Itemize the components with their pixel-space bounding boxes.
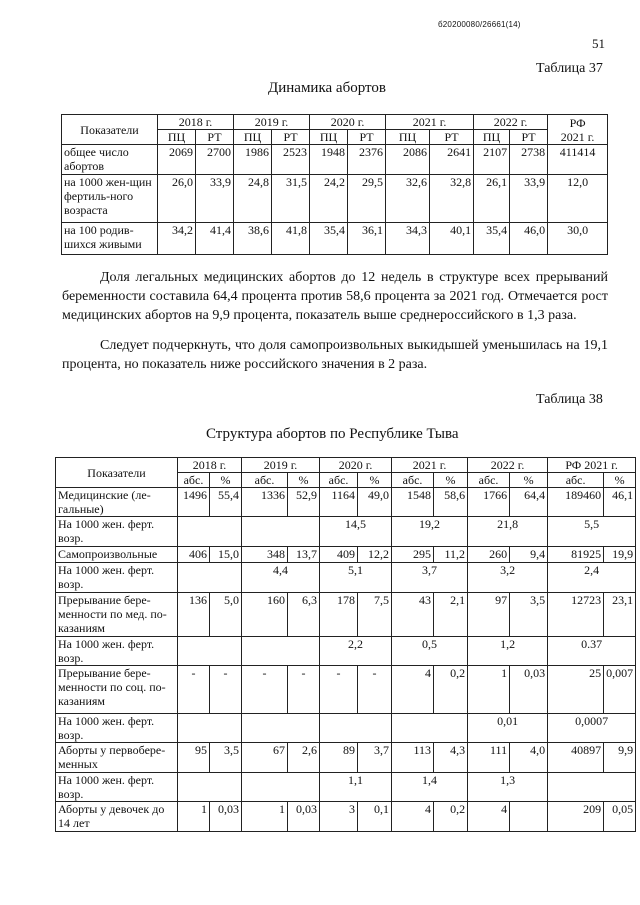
data-cell: 64,4 bbox=[510, 488, 548, 517]
data-cell: 67 bbox=[242, 743, 288, 773]
header-sub-abs: абс. bbox=[320, 473, 358, 488]
data-cell: 2376 bbox=[348, 145, 386, 175]
data-cell: - bbox=[178, 666, 210, 714]
header-sub-abs: абс. bbox=[548, 473, 604, 488]
header-row-years bbox=[62, 115, 608, 130]
row-label: На 1000 жен. ферт. возр. bbox=[56, 517, 178, 547]
data-cell: 0,03 bbox=[510, 666, 548, 714]
data-cell: 1766 bbox=[468, 488, 510, 517]
table-37-label: Таблица 37 bbox=[536, 61, 603, 76]
row-label: На 1000 жен. ферт. возр. bbox=[56, 637, 178, 666]
data-cell: 0,03 bbox=[288, 802, 320, 832]
table-row bbox=[62, 223, 608, 255]
rate-cell: 0.37 bbox=[548, 637, 636, 666]
paragraph-spontaneous-miscarriages: Следует подчеркнуть, что доля самопроизвольных выкидышей уменьшилась на 19,1 процента, но показатель ниже российского значения в 2 раза. bbox=[62, 338, 608, 372]
data-cell: 19,9 bbox=[604, 547, 636, 563]
rate-row bbox=[56, 517, 636, 547]
data-cell: 295 bbox=[392, 547, 434, 563]
data-cell: 26,1 bbox=[474, 175, 510, 223]
data-cell: 31,5 bbox=[272, 175, 310, 223]
data-cell: 41,8 bbox=[272, 223, 310, 255]
header-sub-pc: ПЦ bbox=[310, 130, 348, 145]
data-cell: 46,0 bbox=[510, 223, 548, 255]
data-cell: 4 bbox=[392, 802, 434, 832]
header-year: 2019 г. bbox=[234, 115, 310, 130]
header-indicator: Показатели bbox=[56, 458, 178, 488]
rate-cell bbox=[242, 517, 320, 547]
data-cell: 1336 bbox=[242, 488, 288, 517]
row-label: Медицинские (ле-гальные) bbox=[56, 488, 178, 517]
header-sub-abs: абс. bbox=[178, 473, 210, 488]
data-cell: 12,2 bbox=[358, 547, 392, 563]
table-38-title: Структура абортов по Республике Тыва bbox=[206, 426, 459, 442]
data-cell: 81925 bbox=[548, 547, 604, 563]
header-sub-rt: РТ bbox=[510, 130, 548, 145]
data-cell: 4,3 bbox=[434, 743, 468, 773]
rate-cell: 0,5 bbox=[392, 637, 468, 666]
rate-cell bbox=[242, 773, 320, 802]
data-cell: 2,6 bbox=[288, 743, 320, 773]
rate-cell: 4,4 bbox=[242, 563, 320, 593]
data-cell: 111 bbox=[468, 743, 510, 773]
data-cell: 260 bbox=[468, 547, 510, 563]
data-cell: 1948 bbox=[310, 145, 348, 175]
data-cell: 3,5 bbox=[510, 593, 548, 637]
row-label: Самопроизвольные bbox=[56, 547, 178, 563]
header-sub-pc: ПЦ bbox=[158, 130, 196, 145]
data-cell: 35,4 bbox=[310, 223, 348, 255]
data-cell: 58,6 bbox=[434, 488, 468, 517]
table-37-abortion-dynamics bbox=[61, 114, 608, 255]
data-cell: 113 bbox=[392, 743, 434, 773]
data-cell: 4 bbox=[468, 802, 510, 832]
table-row bbox=[56, 488, 636, 517]
data-cell: - bbox=[210, 666, 242, 714]
header-sub-percent: % bbox=[604, 473, 636, 488]
header-sub-percent: % bbox=[434, 473, 468, 488]
header-row-years bbox=[56, 458, 636, 473]
data-cell: 41,4 bbox=[196, 223, 234, 255]
data-cell: 0,03 bbox=[210, 802, 242, 832]
rate-cell: 1,1 bbox=[320, 773, 392, 802]
data-cell: 160 bbox=[242, 593, 288, 637]
data-cell: 38,6 bbox=[234, 223, 272, 255]
data-cell: 7,5 bbox=[358, 593, 392, 637]
data-cell: 4,0 bbox=[510, 743, 548, 773]
header-year: 2018 г. bbox=[158, 115, 234, 130]
table-row bbox=[56, 743, 636, 773]
row-label: общее число абортов bbox=[62, 145, 158, 175]
data-cell: 1 bbox=[178, 802, 210, 832]
table-38-abortion-structure bbox=[55, 457, 636, 832]
data-cell: 11,2 bbox=[434, 547, 468, 563]
data-cell: - bbox=[358, 666, 392, 714]
data-cell: 33,9 bbox=[510, 175, 548, 223]
page-number: 51 bbox=[592, 36, 605, 51]
data-cell: 33,9 bbox=[196, 175, 234, 223]
data-cell: 0,2 bbox=[434, 802, 468, 832]
rate-row bbox=[56, 714, 636, 743]
data-cell: 34,3 bbox=[386, 223, 430, 255]
row-label: На 1000 жен. ферт. возр. bbox=[56, 563, 178, 593]
data-cell: 36,1 bbox=[348, 223, 386, 255]
header-year: РФ 2021 г. bbox=[548, 458, 636, 473]
row-label: на 100 родив-шихся живыми bbox=[62, 223, 158, 255]
table-row bbox=[56, 802, 636, 832]
paragraph-legal-abortions: Доля легальных медицинских абортов до 12 недель в структуре всех прерываний беременности составила 64,4 процента против 58,6 процента за 2021 год. Отмечается рост медицинских абортов на 9,9 процента, показатель выше среднероссийского в 1,3 раза. bbox=[62, 270, 608, 323]
data-cell: 4 bbox=[392, 666, 434, 714]
rate-cell bbox=[178, 714, 242, 743]
data-cell: - bbox=[288, 666, 320, 714]
data-cell: 2738 bbox=[510, 145, 548, 175]
data-cell: 1548 bbox=[392, 488, 434, 517]
data-cell: 95 bbox=[178, 743, 210, 773]
table-37-title: Динамика абортов bbox=[268, 80, 386, 96]
rate-cell: 14,5 bbox=[320, 517, 392, 547]
data-cell: 35,4 bbox=[474, 223, 510, 255]
header-year: 2020 г. bbox=[320, 458, 392, 473]
table-row bbox=[56, 666, 636, 714]
table-row bbox=[62, 175, 608, 223]
data-cell: 43 bbox=[392, 593, 434, 637]
header-rf-year-line: 2021 г. bbox=[560, 129, 595, 144]
rate-cell: 2,2 bbox=[320, 637, 392, 666]
data-cell: 9,4 bbox=[510, 547, 548, 563]
rate-cell: 0,0007 bbox=[548, 714, 636, 743]
header-sub-rt: РТ bbox=[348, 130, 386, 145]
data-cell: 12,0 bbox=[548, 175, 608, 223]
header-sub-abs: абс. bbox=[468, 473, 510, 488]
data-cell: 97 bbox=[468, 593, 510, 637]
header-year: 2022 г. bbox=[468, 458, 548, 473]
data-cell: 52,9 bbox=[288, 488, 320, 517]
data-cell: 29,5 bbox=[348, 175, 386, 223]
document-code: б20200080/26661(14) bbox=[438, 20, 521, 29]
rate-cell: 19,2 bbox=[392, 517, 468, 547]
data-cell: 26,0 bbox=[158, 175, 196, 223]
data-cell bbox=[510, 802, 548, 832]
data-cell: 24,8 bbox=[234, 175, 272, 223]
data-cell: 2523 bbox=[272, 145, 310, 175]
table-row bbox=[56, 593, 636, 637]
data-cell: 1 bbox=[242, 802, 288, 832]
data-cell: 2107 bbox=[474, 145, 510, 175]
data-cell: 3,5 bbox=[210, 743, 242, 773]
data-cell: 2700 bbox=[196, 145, 234, 175]
header-year: 2022 г. bbox=[474, 115, 548, 130]
data-cell: 0,2 bbox=[434, 666, 468, 714]
data-cell: 46,1 bbox=[604, 488, 636, 517]
data-cell: 2,1 bbox=[434, 593, 468, 637]
table-row bbox=[62, 145, 608, 175]
data-cell: 6,3 bbox=[288, 593, 320, 637]
data-cell: 348 bbox=[242, 547, 288, 563]
header-sub-pc: ПЦ bbox=[234, 130, 272, 145]
data-cell: 30,0 bbox=[548, 223, 608, 255]
row-label: Прерывание бере-менности по соц. по-казаниям bbox=[56, 666, 178, 714]
data-cell: - bbox=[242, 666, 288, 714]
header-year: 2021 г. bbox=[392, 458, 468, 473]
header-year: 2018 г. bbox=[178, 458, 242, 473]
data-cell: 1986 bbox=[234, 145, 272, 175]
row-label: Аборты у первобере-менных bbox=[56, 743, 178, 773]
header-year: 2021 г. bbox=[386, 115, 474, 130]
data-cell: 5,0 bbox=[210, 593, 242, 637]
data-cell: 32,6 bbox=[386, 175, 430, 223]
rate-cell bbox=[242, 637, 320, 666]
data-cell: 15,0 bbox=[210, 547, 242, 563]
header-sub-rt: РТ bbox=[272, 130, 310, 145]
rate-cell: 1,2 bbox=[468, 637, 548, 666]
data-cell: 32,8 bbox=[430, 175, 474, 223]
data-cell: 49,0 bbox=[358, 488, 392, 517]
data-cell: 3 bbox=[320, 802, 358, 832]
data-cell: 0,007 bbox=[604, 666, 636, 714]
rate-cell bbox=[392, 714, 468, 743]
header-year: 2019 г. bbox=[242, 458, 320, 473]
table-38-label: Таблица 38 bbox=[536, 392, 603, 407]
data-cell: 2086 bbox=[386, 145, 430, 175]
data-cell: 2069 bbox=[158, 145, 196, 175]
header-sub-percent: % bbox=[358, 473, 392, 488]
data-cell: 40897 bbox=[548, 743, 604, 773]
row-label: Прерывание бере-менности по мед. по-казаниям bbox=[56, 593, 178, 637]
data-cell: 189460 bbox=[548, 488, 604, 517]
rate-cell: 2,4 bbox=[548, 563, 636, 593]
row-label: Аборты у девочек до 14 лет bbox=[56, 802, 178, 832]
data-cell: 209 bbox=[548, 802, 604, 832]
header-rf-line: РФ bbox=[569, 115, 586, 130]
row-label: на 1000 жен-щин фертиль-ного возраста bbox=[62, 175, 158, 223]
data-cell: 0,05 bbox=[604, 802, 636, 832]
data-cell: 406 bbox=[178, 547, 210, 563]
data-cell: 13,7 bbox=[288, 547, 320, 563]
header-year: 2020 г. bbox=[310, 115, 386, 130]
header-sub-pc: ПЦ bbox=[474, 130, 510, 145]
data-cell: 1164 bbox=[320, 488, 358, 517]
data-cell: 178 bbox=[320, 593, 358, 637]
data-cell: 1 bbox=[468, 666, 510, 714]
table-row bbox=[56, 547, 636, 563]
data-cell: 55,4 bbox=[210, 488, 242, 517]
rate-cell: 0,01 bbox=[468, 714, 548, 743]
data-cell: 411414 bbox=[548, 145, 608, 175]
rate-cell: 5,5 bbox=[548, 517, 636, 547]
rate-cell: 5,1 bbox=[320, 563, 392, 593]
data-cell: - bbox=[320, 666, 358, 714]
row-label: На 1000 жен. ферт. возр. bbox=[56, 714, 178, 743]
rate-cell bbox=[178, 773, 242, 802]
rate-cell bbox=[548, 773, 636, 802]
rate-cell: 3,2 bbox=[468, 563, 548, 593]
header-sub-percent: % bbox=[510, 473, 548, 488]
rate-cell: 3,7 bbox=[392, 563, 468, 593]
data-cell: 25 bbox=[548, 666, 604, 714]
rate-cell: 21,8 bbox=[468, 517, 548, 547]
header-sub-rt: РТ bbox=[196, 130, 234, 145]
data-cell: 89 bbox=[320, 743, 358, 773]
row-label: На 1000 жен. ферт. возр. bbox=[56, 773, 178, 802]
header-sub-abs: абс. bbox=[392, 473, 434, 488]
rate-cell bbox=[178, 637, 242, 666]
data-cell: 0,1 bbox=[358, 802, 392, 832]
data-cell: 34,2 bbox=[158, 223, 196, 255]
rate-cell bbox=[178, 563, 242, 593]
rate-row bbox=[56, 637, 636, 666]
data-cell: 23,1 bbox=[604, 593, 636, 637]
data-cell: 9,9 bbox=[604, 743, 636, 773]
rate-row bbox=[56, 563, 636, 593]
data-cell: 3,7 bbox=[358, 743, 392, 773]
rate-cell: 1,3 bbox=[468, 773, 548, 802]
rate-row bbox=[56, 773, 636, 802]
data-cell: 409 bbox=[320, 547, 358, 563]
data-cell: 40,1 bbox=[430, 223, 474, 255]
header-indicator: Показатели bbox=[62, 115, 158, 145]
data-cell: 24,2 bbox=[310, 175, 348, 223]
rate-cell: 1,4 bbox=[392, 773, 468, 802]
header-sub-pc: ПЦ bbox=[386, 130, 430, 145]
header-sub-percent: % bbox=[288, 473, 320, 488]
data-cell: 136 bbox=[178, 593, 210, 637]
rate-cell bbox=[242, 714, 320, 743]
rate-cell bbox=[178, 517, 242, 547]
header-sub-abs: абс. bbox=[242, 473, 288, 488]
rate-cell bbox=[320, 714, 392, 743]
header-sub-rt: РТ bbox=[430, 130, 474, 145]
data-cell: 12723 bbox=[548, 593, 604, 637]
data-cell: 2641 bbox=[430, 145, 474, 175]
header-rf-2021 bbox=[548, 115, 608, 145]
header-sub-percent: % bbox=[210, 473, 242, 488]
data-cell: 1496 bbox=[178, 488, 210, 517]
